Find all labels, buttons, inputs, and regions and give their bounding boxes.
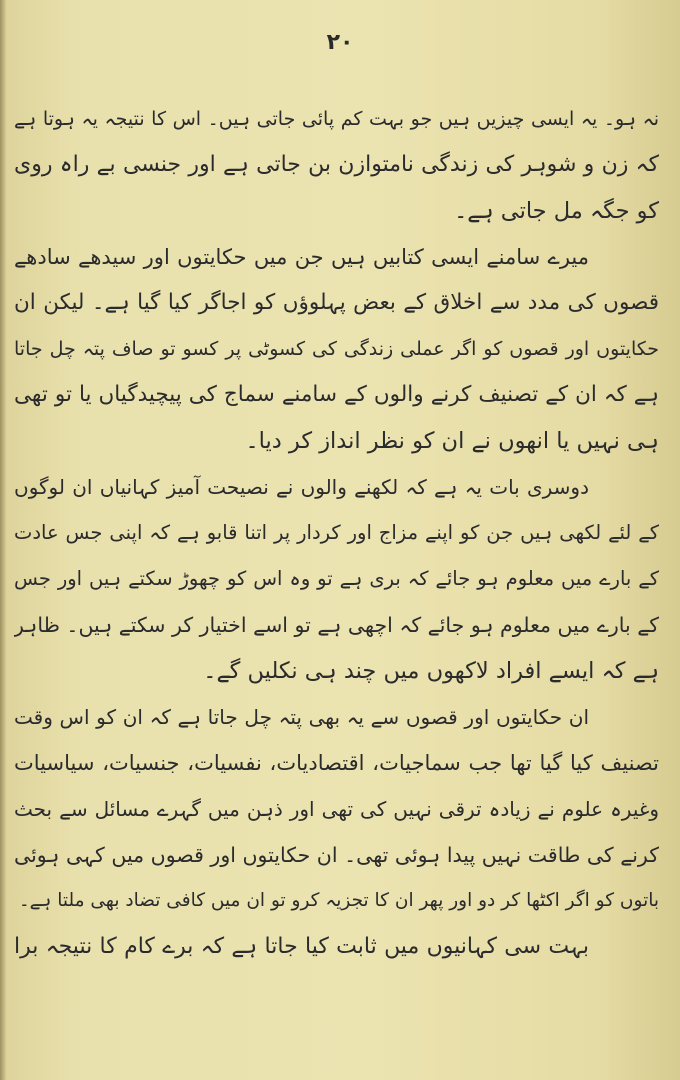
text-line: کے لئے لکھی ہیں جن کو اپنے مزاج اور کردار پر اتنا قابو ہے کہ اپنی جس عادت [14,521,659,544]
text-line: کے بارے میں معلوم ہو جائے کہ بری ہے تو وہ اس کو چھوڑ سکتے ہیں اور جس [14,567,659,590]
text-line: ان حکایتوں اور قصوں سے یہ بھی پتہ چل جاتا ہے کہ ان کو اس وقت [14,705,589,729]
text-line: باتوں کو اگر اکٹھا کر دو اور پھر ان کا تجزیہ کرو تو ان میں کافی تضاد بھی ملتا ہے۔ [18,890,659,911]
text-line: ہے کہ ایسے افراد لاکھوں میں چند ہی نکلیں گے۔ [203,658,659,684]
text-line: حکایتوں اور قصوں کو اگر عملی زندگی کی کسوٹی پر کسو تو صاف پتہ چل جاتا [14,338,659,360]
page-binding-edge [0,0,6,1080]
text-line: کرنے کی طاقت نہیں پیدا ہوئی تھی۔ ان حکایتوں اور قصوں میں کہی ہوئی [14,843,659,867]
text-line: کہ زن و شوہر کی زندگی نامتوازن بن جاتی ہے اور جنسی بے راہ روی [14,152,659,177]
text-line: بہت سی کہانیوں میں ثابت کیا جاتا ہے کہ برے کام کا نتیجہ برا [14,934,589,959]
text-line: کے بارے میں معلوم ہو جائے کہ اچھی ہے تو اسے اختیار کر سکتے ہیں۔ ظاہر [14,613,659,637]
text-line: ہے کہ ان کے تصنیف کرنے والوں کے سامنے سماج کی پیچیدگیاں یا تو تھی [14,382,659,407]
text-line: کو جگہ مل جاتی ہے۔ [454,198,659,224]
text-line: نہ ہو۔ یہ ایسی چیزیں ہیں جو بہت کم پائی جاتی ہیں۔ اس کا نتیجہ یہ ہوتا ہے [14,108,659,130]
text-line: میرے سامنے ایسی کتابیں ہیں جن میں حکایتوں اور سیدھے سادھے [14,245,589,269]
text-line: دوسری بات یہ ہے کہ لکھنے والوں نے نصیحت آمیز کہانیاں ان لوگوں [14,475,589,499]
text-line: قصوں کی مدد سے اخلاق کے بعض پہلوؤں کو اجاگر کیا گیا ہے۔ لیکن ان [14,290,659,315]
text-line: وغیرہ علوم نے زیادہ ترقی نہیں کی تھی اور ذہن میں گہرے مسائل سے بحث [14,797,659,821]
text-line: ہی نہیں یا انھوں نے ان کو نظر انداز کر دیا۔ [245,428,659,454]
text-line: تصنیف کیا گیا تھا جب سماجیات، اقتصادیات، نفسیات، جنسیات، سیاسیات [14,751,659,775]
page-body-text [14,96,659,970]
page-number: ۲۰ [326,30,354,55]
